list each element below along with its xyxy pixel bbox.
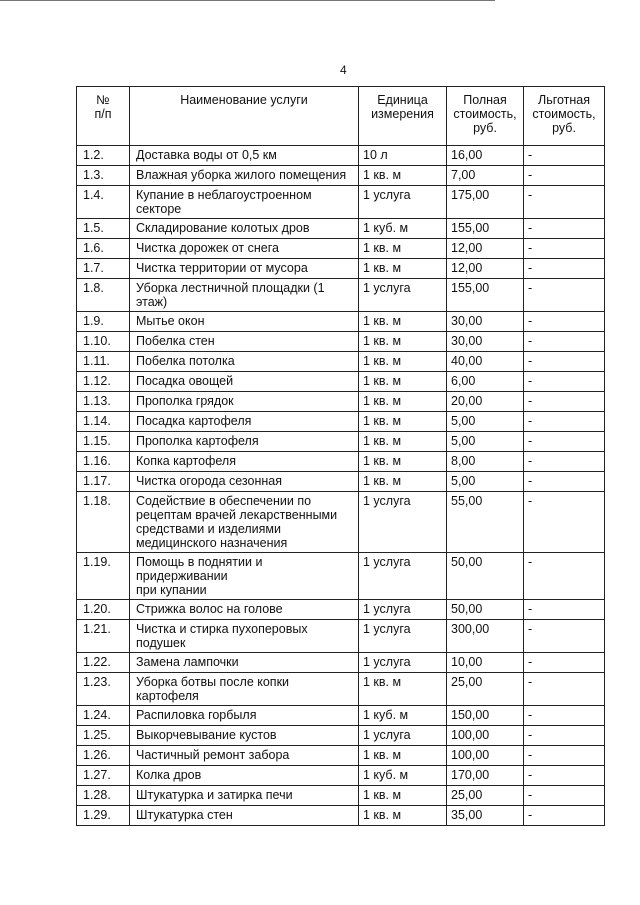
preferential-cost: - (524, 239, 605, 259)
table-row (77, 452, 605, 472)
full-cost: 6,00 (447, 372, 524, 392)
table-row (77, 553, 605, 600)
full-cost: 100,00 (447, 726, 524, 746)
unit-of-measure: 1 услуга (359, 620, 447, 653)
service-name: Побелка стен (130, 332, 359, 352)
preferential-cost: - (524, 806, 605, 826)
row-number: 1.27. (77, 766, 130, 786)
unit-of-measure: 1 услуга (359, 186, 447, 219)
preferential-cost: - (524, 332, 605, 352)
full-cost: 155,00 (447, 219, 524, 239)
service-name: Замена лампочки (130, 653, 359, 673)
services-table (76, 86, 605, 826)
preferential-cost: - (524, 166, 605, 186)
table-row (77, 259, 605, 279)
unit-of-measure: 1 кв. м (359, 312, 447, 332)
row-number: 1.17. (77, 472, 130, 492)
full-cost: 30,00 (447, 332, 524, 352)
row-number: 1.20. (77, 600, 130, 620)
row-number: 1.14. (77, 412, 130, 432)
preferential-cost: - (524, 259, 605, 279)
preferential-cost: - (524, 432, 605, 452)
row-number: 1.4. (77, 186, 130, 219)
row-number: 1.22. (77, 653, 130, 673)
row-number: 1.26. (77, 746, 130, 766)
table-header-row (77, 87, 605, 146)
full-cost: 20,00 (447, 392, 524, 412)
preferential-cost: - (524, 600, 605, 620)
preferential-cost: - (524, 146, 605, 166)
full-cost: 10,00 (447, 653, 524, 673)
service-name: Чистка дорожек от снега (130, 239, 359, 259)
service-name: Прополка картофеля (130, 432, 359, 452)
service-name: Колка дров (130, 766, 359, 786)
service-name: Доставка воды от 0,5 км (130, 146, 359, 166)
table-row (77, 786, 605, 806)
table-row (77, 239, 605, 259)
row-number: 1.25. (77, 726, 130, 746)
preferential-cost: - (524, 673, 605, 706)
unit-of-measure: 1 кв. м (359, 332, 447, 352)
table-row (77, 620, 605, 653)
table-row (77, 279, 605, 312)
row-number: 1.5. (77, 219, 130, 239)
service-name: Содействие в обеспечении по рецептам врачей лекарственными средствами и изделиями медицинского назначения (130, 492, 359, 553)
table-row (77, 146, 605, 166)
service-name: Частичный ремонт забора (130, 746, 359, 766)
preferential-cost: - (524, 766, 605, 786)
service-name: Складирование колотых дров (130, 219, 359, 239)
row-number: 1.13. (77, 392, 130, 412)
table-row (77, 166, 605, 186)
preferential-cost: - (524, 786, 605, 806)
preferential-cost: - (524, 726, 605, 746)
row-number: 1.24. (77, 706, 130, 726)
unit-of-measure: 1 услуга (359, 492, 447, 553)
full-cost: 50,00 (447, 553, 524, 600)
preferential-cost: - (524, 279, 605, 312)
preferential-cost: - (524, 553, 605, 600)
full-cost: 5,00 (447, 412, 524, 432)
unit-of-measure: 1 кв. м (359, 352, 447, 372)
service-name: Мытье окон (130, 312, 359, 332)
unit-of-measure: 1 кв. м (359, 239, 447, 259)
service-name: Копка картофеля (130, 452, 359, 472)
preferential-cost: - (524, 219, 605, 239)
service-name: Чистка и стирка пухоперовых подушек (130, 620, 359, 653)
preferential-cost: - (524, 746, 605, 766)
table-row (77, 352, 605, 372)
table-row (77, 332, 605, 352)
service-name: Посадка овощей (130, 372, 359, 392)
table-row (77, 472, 605, 492)
full-cost: 50,00 (447, 600, 524, 620)
table-row (77, 392, 605, 412)
unit-of-measure: 1 кв. м (359, 412, 447, 432)
preferential-cost: - (524, 312, 605, 332)
unit-of-measure: 1 куб. м (359, 766, 447, 786)
full-cost: 150,00 (447, 706, 524, 726)
table-row (77, 372, 605, 392)
preferential-cost: - (524, 352, 605, 372)
unit-of-measure: 1 кв. м (359, 259, 447, 279)
row-number: 1.18. (77, 492, 130, 553)
table-row (77, 600, 605, 620)
row-number: 1.8. (77, 279, 130, 312)
header-number: № п/п (77, 87, 130, 146)
unit-of-measure: 1 услуга (359, 653, 447, 673)
full-cost: 170,00 (447, 766, 524, 786)
service-name: Уборка лестничной площадки (1 этаж) (130, 279, 359, 312)
full-cost: 8,00 (447, 452, 524, 472)
full-cost: 175,00 (447, 186, 524, 219)
row-number: 1.19. (77, 553, 130, 600)
row-number: 1.11. (77, 352, 130, 372)
unit-of-measure: 1 куб. м (359, 706, 447, 726)
unit-of-measure: 1 услуга (359, 553, 447, 600)
row-number: 1.12. (77, 372, 130, 392)
table-row (77, 726, 605, 746)
row-number: 1.6. (77, 239, 130, 259)
table-row (77, 186, 605, 219)
preferential-cost: - (524, 452, 605, 472)
service-name: Прополка грядок (130, 392, 359, 412)
service-name: Штукатурка стен (130, 806, 359, 826)
table-row (77, 412, 605, 432)
full-cost: 25,00 (447, 673, 524, 706)
table-row (77, 673, 605, 706)
unit-of-measure: 1 услуга (359, 279, 447, 312)
unit-of-measure: 1 кв. м (359, 432, 447, 452)
full-cost: 12,00 (447, 259, 524, 279)
full-cost: 40,00 (447, 352, 524, 372)
preferential-cost: - (524, 472, 605, 492)
full-cost: 7,00 (447, 166, 524, 186)
unit-of-measure: 1 кв. м (359, 786, 447, 806)
service-name: Выкорчевывание кустов (130, 726, 359, 746)
table-row (77, 219, 605, 239)
full-cost: 16,00 (447, 146, 524, 166)
preferential-cost: - (524, 412, 605, 432)
service-name: Посадка картофеля (130, 412, 359, 432)
page-number: 4 (340, 63, 347, 77)
header-full-cost: Полная стоимость, руб. (447, 87, 524, 146)
unit-of-measure: 1 кв. м (359, 392, 447, 412)
table-row (77, 312, 605, 332)
unit-of-measure: 1 кв. м (359, 372, 447, 392)
preferential-cost: - (524, 186, 605, 219)
full-cost: 25,00 (447, 786, 524, 806)
service-name: Купание в неблагоустроенном секторе (130, 186, 359, 219)
service-name: Чистка огорода сезонная (130, 472, 359, 492)
unit-of-measure: 1 услуга (359, 600, 447, 620)
top-rule (0, 0, 495, 1)
row-number: 1.15. (77, 432, 130, 452)
unit-of-measure: 1 кв. м (359, 746, 447, 766)
row-number: 1.28. (77, 786, 130, 806)
table-row (77, 492, 605, 553)
full-cost: 55,00 (447, 492, 524, 553)
full-cost: 300,00 (447, 620, 524, 653)
service-name: Побелка потолка (130, 352, 359, 372)
unit-of-measure: 1 кв. м (359, 452, 447, 472)
full-cost: 100,00 (447, 746, 524, 766)
unit-of-measure: 1 кв. м (359, 472, 447, 492)
table-row (77, 706, 605, 726)
table-row (77, 746, 605, 766)
full-cost: 35,00 (447, 806, 524, 826)
service-name: Влажная уборка жилого помещения (130, 166, 359, 186)
full-cost: 155,00 (447, 279, 524, 312)
row-number: 1.2. (77, 146, 130, 166)
row-number: 1.21. (77, 620, 130, 653)
row-number: 1.29. (77, 806, 130, 826)
service-name: Распиловка горбыля (130, 706, 359, 726)
row-number: 1.9. (77, 312, 130, 332)
service-name: Уборка ботвы после копки картофеля (130, 673, 359, 706)
full-cost: 12,00 (447, 239, 524, 259)
preferential-cost: - (524, 372, 605, 392)
row-number: 1.16. (77, 452, 130, 472)
row-number: 1.10. (77, 332, 130, 352)
full-cost: 30,00 (447, 312, 524, 332)
service-name: Стрижка волос на голове (130, 600, 359, 620)
header-service-name: Наименование услуги (130, 87, 359, 146)
unit-of-measure: 1 куб. м (359, 219, 447, 239)
full-cost: 5,00 (447, 432, 524, 452)
table-row (77, 766, 605, 786)
header-unit: Единица измерения (359, 87, 447, 146)
preferential-cost: - (524, 492, 605, 553)
full-cost: 5,00 (447, 472, 524, 492)
unit-of-measure: 10 л (359, 146, 447, 166)
preferential-cost: - (524, 392, 605, 412)
service-name: Помощь в поднятии и придерживании при купании (130, 553, 359, 600)
service-name: Штукатурка и затирка печи (130, 786, 359, 806)
table-row (77, 653, 605, 673)
unit-of-measure: 1 кв. м (359, 673, 447, 706)
preferential-cost: - (524, 620, 605, 653)
service-name: Чистка территории от мусора (130, 259, 359, 279)
row-number: 1.7. (77, 259, 130, 279)
table-row (77, 432, 605, 452)
preferential-cost: - (524, 706, 605, 726)
header-preferential-cost: Льготная стоимость, руб. (524, 87, 605, 146)
unit-of-measure: 1 кв. м (359, 166, 447, 186)
unit-of-measure: 1 услуга (359, 726, 447, 746)
unit-of-measure: 1 кв. м (359, 806, 447, 826)
row-number: 1.3. (77, 166, 130, 186)
row-number: 1.23. (77, 673, 130, 706)
preferential-cost: - (524, 653, 605, 673)
table-row (77, 806, 605, 826)
